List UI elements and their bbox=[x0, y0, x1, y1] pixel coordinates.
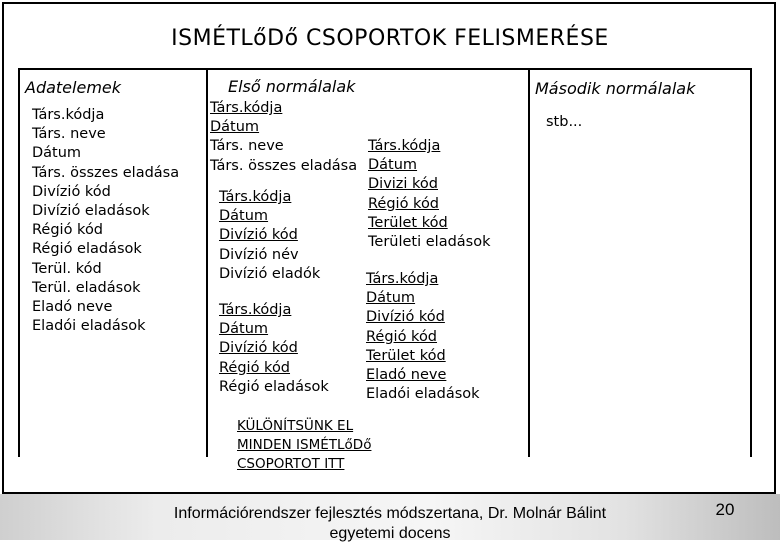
key-field: Társ.kódja bbox=[219, 189, 292, 205]
field: Divízió eladók bbox=[219, 265, 321, 282]
list-item: Divízió eladások bbox=[32, 202, 150, 219]
key-field: Dátum bbox=[219, 321, 269, 338]
list-item: Dátum bbox=[32, 145, 82, 162]
list-item: Eladó neve bbox=[32, 298, 113, 315]
second-nf-group-1 bbox=[368, 137, 491, 252]
list-item: Eladói eladások bbox=[32, 318, 146, 335]
list-item: Társ.kódja bbox=[32, 107, 105, 123]
key-field: Terület kód bbox=[366, 347, 446, 364]
key-field: Terület kód bbox=[368, 214, 448, 231]
note-line: CSOPORTOT ITT bbox=[237, 456, 345, 472]
column-divider-right bbox=[528, 69, 530, 457]
list-item: Társ. összes eladása bbox=[32, 164, 180, 181]
key-field: Dátum bbox=[210, 119, 260, 136]
list-item: Régió eladások bbox=[32, 241, 142, 258]
key-field: Divízió kód bbox=[219, 340, 298, 357]
slide-title: ISMÉTLőDő CSOPORTOK FELISMERÉSE bbox=[171, 26, 609, 51]
etc-label: stb... bbox=[546, 114, 583, 130]
key-field: Társ.kódja bbox=[219, 302, 292, 318]
key-field: Régió kód bbox=[368, 195, 440, 212]
list-item: Terül. kód bbox=[32, 260, 102, 277]
page-number: 20 bbox=[715, 500, 735, 519]
key-field: Divizi kód bbox=[368, 176, 439, 193]
adatelemek-list bbox=[32, 106, 179, 336]
field: Társ. neve bbox=[210, 138, 284, 155]
header-adatelemek: Adatelemek bbox=[25, 78, 122, 97]
field: Divízió név bbox=[219, 246, 299, 263]
field: Területi eladások bbox=[368, 233, 491, 250]
footer-line-author: Információrendszer fejlesztés módszertana, Dr. Molnár Bálint bbox=[173, 505, 607, 522]
first-nf-group-3 bbox=[219, 301, 329, 397]
column-divider-left bbox=[18, 69, 20, 457]
list-item: Társ. neve bbox=[32, 126, 106, 143]
field: Eladói eladások bbox=[366, 386, 480, 403]
field: Régió eladások bbox=[219, 378, 329, 395]
list-item: Terül. eladások bbox=[32, 279, 141, 296]
key-field: Divízió kód bbox=[366, 309, 445, 326]
separation-note bbox=[237, 417, 371, 474]
first-nf-group-2 bbox=[219, 188, 320, 284]
footer-text bbox=[110, 504, 670, 544]
note-line: KÜLÖNÍTSÜNK EL bbox=[237, 418, 354, 434]
key-field: Régió kód bbox=[366, 328, 438, 345]
header-rule bbox=[18, 68, 752, 70]
key-field: Dátum bbox=[368, 157, 418, 174]
key-field: Eladó neve bbox=[366, 366, 447, 383]
column-divider-far-right bbox=[750, 69, 752, 457]
key-field: Társ.kódja bbox=[368, 138, 441, 154]
list-item: Régió kód bbox=[32, 222, 104, 239]
header-masodik-normalalak: Második normálalak bbox=[535, 79, 696, 98]
key-field: Dátum bbox=[366, 290, 416, 307]
note-line: MINDEN ISMÉTLőDő bbox=[237, 437, 372, 453]
column-divider-middle bbox=[206, 69, 208, 457]
second-nf-group-2 bbox=[366, 270, 480, 404]
key-field: Régió kód bbox=[219, 359, 291, 376]
first-nf-group-1 bbox=[210, 99, 357, 176]
key-field: Társ.kódja bbox=[366, 271, 439, 287]
header-elso-normalalak: Első normálalak bbox=[228, 77, 356, 96]
list-item: Divízió kód bbox=[32, 183, 111, 200]
key-field: Divízió kód bbox=[219, 227, 298, 244]
field: Társ. összes eladása bbox=[210, 157, 358, 174]
footer-line-title: egyetemi docens bbox=[329, 525, 451, 542]
key-field: Dátum bbox=[219, 208, 269, 225]
key-field: Társ.kódja bbox=[210, 100, 283, 116]
